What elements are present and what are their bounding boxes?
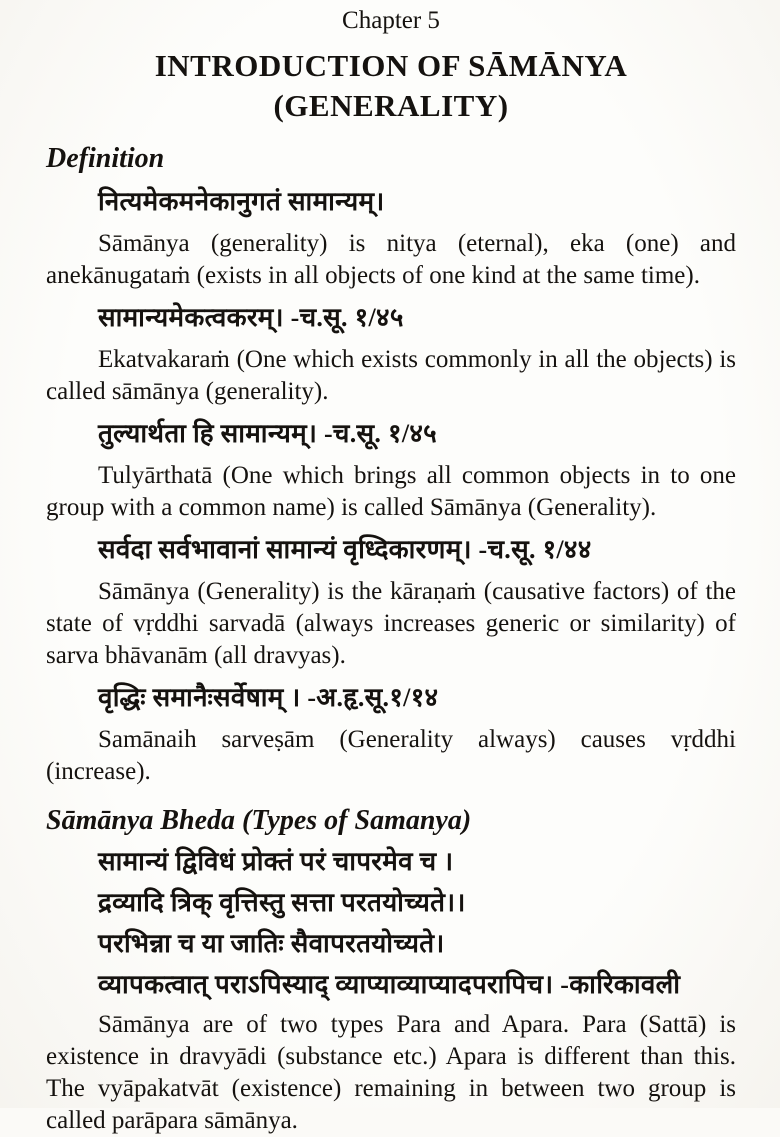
sanskrit-sutra: नित्यमेकमनेकानुगतं सामान्यम्।: [98, 187, 385, 216]
definition-heading: Definition: [46, 143, 165, 174]
translation-paragraph: Sāmānya (generality) is nitya (eternal), eka (one) and anekānugataṁ (exists in all objects of one kind at the same time).: [46, 230, 736, 289]
translation-paragraph: Ekatvakaraṁ (One which exists commonly in all the objects) is called sāmānya (generality).: [46, 346, 736, 405]
translation-paragraph: Samānaih sarveṣām (Generality always) causes vṛddhi (increase).: [46, 726, 736, 785]
sanskrit-sutra: सर्वदा सर्वभावानां सामान्यं वृध्दिकारणम्। -च.सू. १/४४: [98, 535, 592, 564]
sanskrit-verse-line: परभिन्ना च या जातिः सैवापरतयोच्यते।: [98, 929, 445, 958]
section-samanya-bheda: [46, 804, 736, 1137]
page-title: [46, 46, 736, 126]
translation-paragraph: Sāmānya are of two types Para and Apara. Para (Sattā) is existence in dravyādi (substance etc.) Apara is different than this. The vyāpakatvāt (existence) remaining in between two group is called parāpara sāmānya.: [46, 1011, 736, 1134]
sanskrit-sutra: वृद्धिः समानैःसर्वेषाम् । -अ.हृ.सू.१/१४: [98, 683, 439, 712]
samanya-bheda-heading: Sāmānya Bheda (Types of Samanya): [46, 805, 472, 836]
chapter-label: Chapter 5: [342, 7, 440, 34]
sanskrit-verse-line: सामान्यं द्विविधं प्रोक्तं परं चापरमेव च ।: [98, 847, 454, 876]
sanskrit-verse-line: व्यापकत्वात् पराऽपिस्याद् व्याप्याव्याप्यादपरापिच। -कारिकावली: [98, 970, 681, 999]
page-title-line1: INTRODUCTION OF SĀMĀNYA: [154, 48, 628, 83]
page-title-line2: (GENERALITY): [273, 88, 509, 123]
sanskrit-verse-line: द्रव्यादि त्रिक् वृत्तिस्तु सत्ता परतयोच्यते।।: [98, 888, 466, 917]
translation-paragraph: Sāmānya (Generality) is the kāraṇaṁ (causative factors) of the state of vṛddhi sarvadā (always increases generic or similarity) of sarva bhāvanām (all dravyas).: [46, 578, 736, 669]
sanskrit-sutra: तुल्यार्थता हि सामान्यम्। -च.सू. १/४५: [98, 419, 437, 448]
section-definition: [46, 142, 736, 788]
translation-paragraph: Tulyārthatā (One which brings all common objects in to one group with a common name) is called Sāmānya (Generality).: [46, 462, 736, 521]
sanskrit-sutra: सामान्यमेकत्वकरम्। -च.सू. १/४५: [98, 303, 404, 332]
sanskrit-verse-block: [46, 845, 736, 1002]
